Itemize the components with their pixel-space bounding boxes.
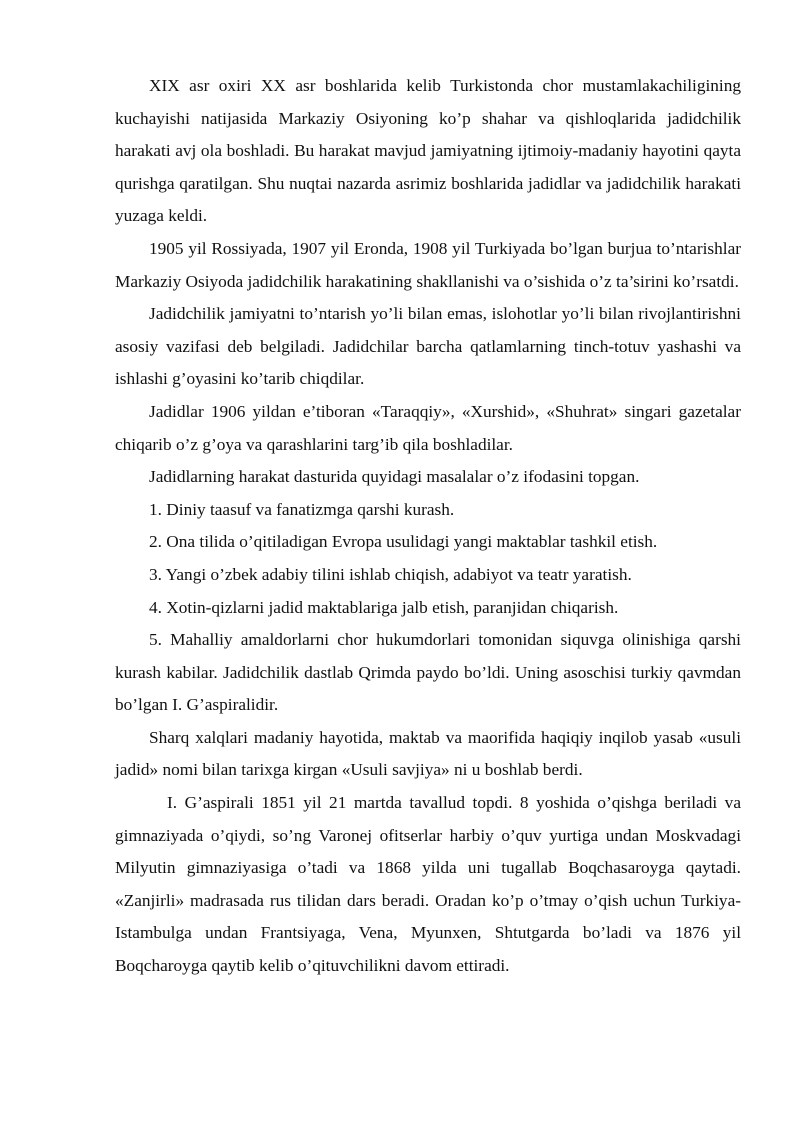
list-item-5: 5. Mahalliy amaldorlarni chor hukumdorlari tomonidan siquvga olinishiga qarshi kurash kabilar. Jadidchilik dastlab Qrimda paydo bo’ldi. Uning asoschisi turkiy qavmdan bo’lgan I. G’aspiralidir.: [115, 630, 741, 715]
list-item-1: 1. Diniy taasuf va fanatizmga qarshi kurash.: [149, 499, 455, 519]
document-page: [115, 70, 741, 983]
paragraph-program-intro: Jadidlarning harakat dasturida quyidagi masalalar o’z ifodasini topgan.: [149, 467, 640, 487]
list-item-2: 2. Ona tilida o’qitiladigan Evropa usulidagi yangi maktablar tashkil etish.: [149, 532, 658, 552]
list-item-3: 3. Yangi o’zbek adabiy tilini ishlab chiqish, adabiyot va teatr yaratish.: [149, 564, 632, 584]
list-item-4: 4. Xotin-qizlarni jadid maktablariga jalb etish, paranjidan chiqarish.: [149, 597, 619, 617]
paragraph-usuli-jadid: Sharq xalqlari madaniy hayotida, maktab va maorifida haqiqiy inqilob yasab «usuli jadid» nomi bilan tarixga kirgan «Usuli savjiya» ni u boshlab berdi.: [115, 727, 741, 780]
paragraph-newspapers: Jadidlar 1906 yildan e’tiboran «Taraqqiy», «Xurshid», «Shuhrat» singari gazetalar chiqarib o’z g’oya va qarashlarini targ’ib qila boshladilar.: [115, 401, 741, 454]
paragraph-revolutions: 1905 yil Rossiyada, 1907 yil Eronda, 1908 yil Turkiyada bo’lgan burjua to’ntarishlar Markaziy Osiyoda jadidchilik harakatining shakllanishi va o’sishida o’z ta’sirini ko’rsatdi.: [115, 238, 741, 291]
paragraph-gaspirali-bio: I. G’aspirali 1851 yil 21 martda tavallud topdi. 8 yoshida o’qishga beriladi va gimnaziyada o’qiydi, so’ng Varonej ofitserlar harbiy o’quv yurtiga undan Moskvadagi Milyutin gimnaziyasiga o’tadi va 1868 yilda uni tugallab Boqchasaroyga qaytadi. «Zanjirli» madrasada rus tilidan dars beradi. Oradan ko’p o’tmay o’qish uchun Turkiya-Istambulga undan Frantsiyaga, Vena, Myunxen, Shtutgarda bo’ladi va 1876 yil Boqcharoyga qaytib kelib o’qituvchilikni davom ettiradi.: [115, 793, 741, 976]
paragraph-reforms: Jadidchilik jamiyatni to’ntarish yo’li bilan emas, islohotlar yo’li bilan rivojlantirishni asosiy vazifasi deb belgiladi. Jadidchilar barcha qatlamlarning tinch-totuv yashashi va ishlashi g’oyasini ko’tarib chiqdilar.: [115, 304, 741, 389]
paragraph-intro: XIX asr oxiri XX asr boshlarida kelib Turkistonda chor mustamlakachiligining kuchayishi natijasida Markaziy Osiyoning ko’p shahar va qishloqlarida jadidchilik harakati avj ola boshladi. Bu harakat mavjud jamiyatning ijtimoiy-madaniy hayotini qayta qurishga qaratilgan. Shu nuqtai nazarda asrimiz boshlarida jadidlar va jadidchilik harakati yuzaga keldi.: [115, 76, 741, 226]
